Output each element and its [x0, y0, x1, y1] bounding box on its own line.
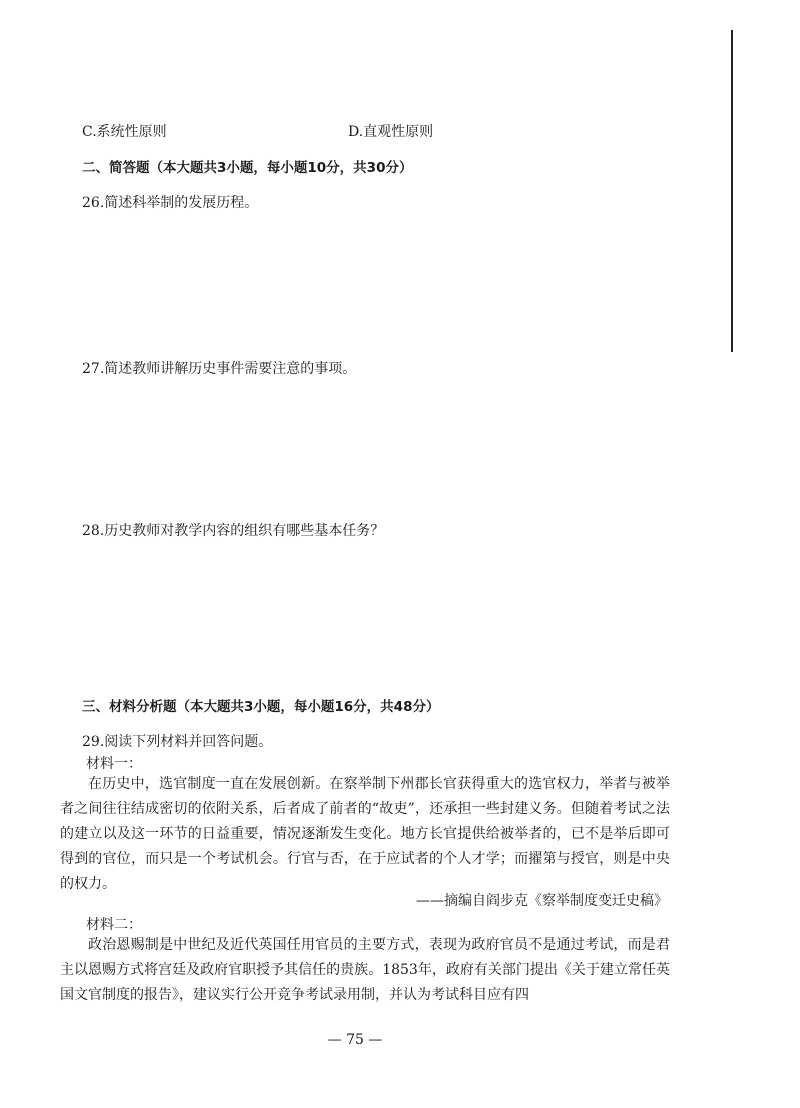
page-number: — 75 — [327, 1032, 383, 1048]
section-3-heading: 三、材料分析题（本大题共3小题，每小题16分，共48分） [82, 699, 440, 715]
option-d: D.直观性原则 [348, 124, 434, 140]
material-1-label: 材料一： [86, 756, 142, 772]
material-2-text: 政治恩赐制是中世纪及近代英国任用官员的主要方式，表现为政府官员不是通过考试，而是君主以恩赐方式将宫廷及政府官职授予其信任的贵族。1853年，政府有关部门提出《关于建立常任英国文官制度的报告》，建议实行公开竞争考试录用制，并认为考试科目应有四 [60, 937, 670, 1003]
question-26: 26.简述科举制的发展历程。 [82, 195, 259, 211]
material-2-label: 材料二： [86, 917, 142, 933]
question-29: 29.阅读下列材料并回答问题。 [82, 734, 273, 750]
question-28: 28.历史教师对教学内容的组织有哪些基本任务？ [82, 523, 385, 539]
option-c: C.系统性原则 [82, 124, 167, 140]
question-27: 27.简述教师讲解历史事件需要注意的事项。 [82, 361, 357, 377]
section-2-heading: 二、简答题（本大题共3小题，每小题10分，共30分） [82, 160, 413, 176]
material-1-text: 在历史中，选官制度一直在发展创新。在察举制下州郡长官获得重大的选官权力，举者与被举者之间往往结成密切的依附关系，后者成了前者的“故吏”，还承担一些封建义务。但随着考试之法的建立以及这一环节的日益重要，情况逐渐发生变化。地方长官提供给被举者的，已不是举后即可得到的官位，而只是一个考试机会。行官与否，在于应试者的个人才学；而擢第与授官，则是中央的权力。 [60, 776, 670, 892]
material-1-source: ——摘编自阎步克《察举制度变迁史稿》 [416, 893, 668, 909]
margin-rule [731, 30, 733, 352]
